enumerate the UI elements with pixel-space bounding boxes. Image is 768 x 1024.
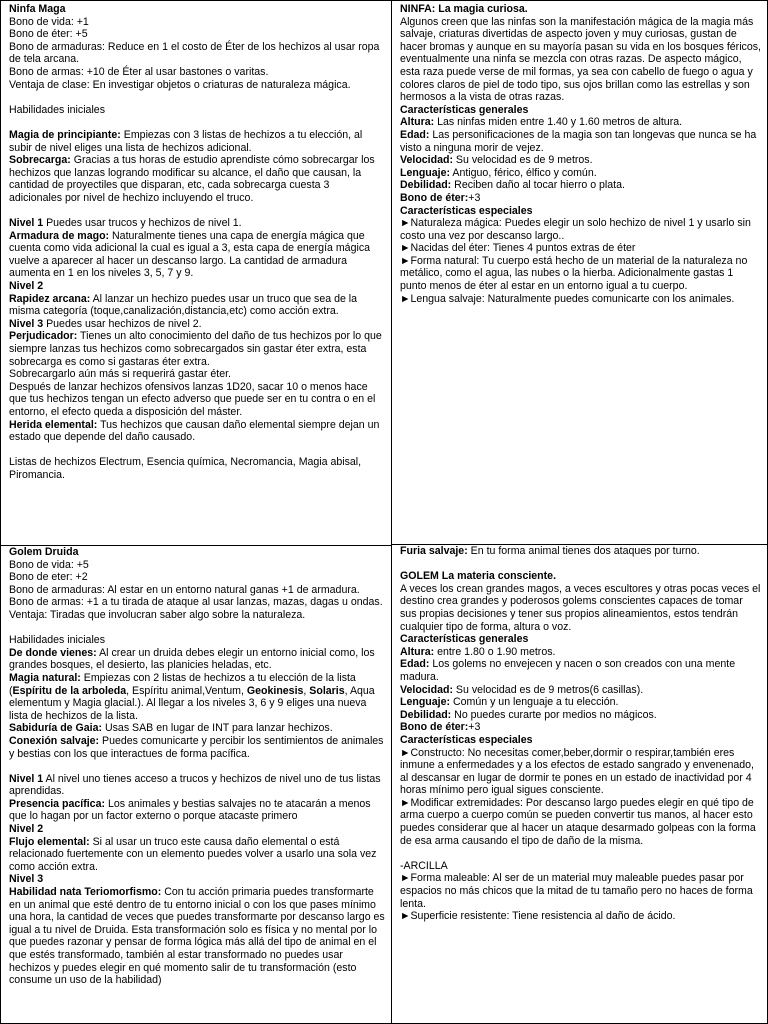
ability-name: Herida elemental: [9,418,98,431]
ability-name: De donde vienes: [9,646,97,659]
ability-paragraph [9,330,385,368]
special-trait: ►Naturaleza mágica: Puedes elegir un solo hechizo de nivel 1 y usarlo sin costo una vez por descanso largo.. [400,217,751,242]
ability-name: Flujo elemental: [9,835,90,848]
trait-text: +3 [468,721,481,734]
ability-name: Conexión salvaje: [9,734,100,747]
level-1-line [9,217,385,230]
ability-paragraph [9,886,385,987]
trait-text: Las ninfas miden entre 1.40 y 1.60 metros de altura. [434,116,683,129]
trait-line [400,167,761,180]
trait-name: Debilidad: [400,179,452,192]
ninfa-maga-stat: Bono de armaduras: Reduce en 1 el costo de Éter de los hechizos al usar ropa de tela arcana. [9,40,380,66]
ninfa-race-cell [391,0,768,545]
trait-name: Velocidad: [400,154,453,167]
level-label: Nivel 2 [9,823,44,836]
ability-text: Al crear un druida debes elegir un entorno inicial como, los grandes bosques, el desierto, las planicies heladas, etc. [9,646,375,672]
race-title: NINFA: La magia curiosa. [400,3,528,15]
section-heading: Características especiales [400,204,533,217]
ability-paragraph [9,722,385,735]
trait-name: Altura: [400,645,435,658]
level-label: Nivel 1 [9,217,44,230]
ninfa-maga-cell [0,0,391,545]
trait-line [400,658,761,683]
level-text: Al nivel uno tienes acceso a trucos y hechizos de nivel uno de tus listas aprendidas. [9,772,381,798]
ability-text: Con tu acción primaria puedes transformarte en un animal que esté dentro de tu entorno inicial o con los que pases mínimo una hora, la cantidad de veces que puedes transformarte por descanso largo es igual a tu nivel de Druida. Esta transformación solo es física y no mental por lo que puedes razonar y pensar de forma lógica más allá del tipo de animal en el que estés transformado, también al estar transformado no puedes usar hechizos y puedes elegir en qué momento salir de tu transformación (esto consume un uso de la habilidad) [9,886,385,987]
ability-text: Usas SAB en lugar de INT para lanzar hechizos. [102,722,333,735]
ability-text: Tus hechizos que causan daño elemental siempre dejan un estado que depende del daño causado. [9,418,380,444]
level-1-line [9,773,385,798]
trait-text: entre 1.80 o 1.90 metros. [434,645,556,658]
spell-list-name: Espíritu de la arboleda [12,684,127,697]
level-text: Puedes usar hechizos de nivel 2. [43,317,202,330]
trait-text: No puedes curarte por medios no mágicos. [451,708,657,721]
ability-text: Gracias a tus horas de estudio aprendiste cómo sobrecargar los hechizos que lanzas logrando modificar su alcance, el daño que causan, la cantidad de proyectiles que disparan, etc, cada sobrecarga cuesta 3 adicionales por nivel de hechizo incluyendo el truco. [9,154,375,204]
golem-druida-stat: Bono de vida: +5 [9,558,89,571]
trait-text: Antiguo, férico, élfico y común. [450,166,597,179]
race-title: GOLEM La materia consciente. [400,570,557,583]
trait-line [400,116,761,129]
trait-text: Su velocidad es de 9 metros(6 casillas). [452,683,644,696]
trait-name: Debilidad: [400,708,452,721]
trait-text: Su velocidad es de 9 metros. [452,154,593,167]
ability-text: Empiezas con 3 listas de hechizos a tu elección, al subir de nivel eliges una lista de hechizos adicional. [9,128,363,154]
ability-paragraph [9,836,385,874]
ability-text: En tu forma animal tienes dos ataques por turno. [467,545,700,557]
ability-paragraph [9,798,385,823]
trait-name: Lenguaje: [400,166,451,179]
ability-paragraph [9,735,385,760]
ability-name: Perjudicador: [9,330,78,343]
ninfa-maga-title: Ninfa Maga [9,3,66,15]
level-label: Nivel 2 [9,280,44,293]
trait-name: Bono de éter: [400,721,469,734]
level-label: Nivel 3 [9,317,44,330]
ability-name: Presencia pacífica: [9,797,105,810]
trait-text: +3 [468,191,481,204]
level-3-line [9,318,385,331]
spell-lists: Listas de hechizos Electrum, Esencia química, Necromancia, Magia abisal, Piromancia. [9,456,362,481]
ability-paragraph [9,647,385,672]
trait-name: Altura: [400,116,435,129]
section-heading: Características generales [400,103,529,116]
trait-name: Bono de éter: [400,191,469,204]
ability-paragraph [9,154,385,204]
ability-extra: Sobrecargarlo aún más si requerirá gastar éter. [9,368,231,381]
trait-name: Edad: [400,658,430,671]
golem-druida-stat: Bono de eter: +2 [9,571,88,584]
trait-line [400,696,761,709]
special-trait: ►Nacidas del éter: Tienes 4 puntos extras de éter [400,242,636,255]
ability-paragraph [400,545,761,558]
subrace-heading: -ARCILLA [400,859,448,872]
ability-paragraph [9,293,385,318]
ability-paragraph [9,129,385,154]
trait-line [400,646,761,659]
trait-line [400,179,761,192]
level-label: Nivel 1 [9,772,44,785]
ability-name: Armadura de mago: [9,229,110,242]
ninfa-maga-stat: Bono de armas: +10 de Éter al usar bastones o varitas. [9,65,269,78]
trait-name: Velocidad: [400,683,453,696]
ability-text: Naturalmente tienes una capa de energía mágica que cuenta como vida adicional la cual es igual a 3, esta capa de energía mágica vuelve a aparecer al hacer un descanso largo. La cantidad de armadura aumenta en 1 en los niveles 3, 5, 7 y 9. [9,229,371,280]
golem-druida-stat: Ventaja: Tiradas que involucran saber algo sobre la naturaleza. [9,608,306,621]
trait-text: Las personificaciones de la magia son tan longevas que nunca se ha visto a ninguna morir de vejez. [400,128,757,154]
trait-line [400,129,761,154]
trait-text: Los golems no envejecen y nacen o son creados con una mente madura. [400,658,736,683]
race-intro: Algunos creen que las ninfas son la manifestación mágica de la magia más salvaje, criaturas divertidas de aspecto joven y muy curiosas, gustan de hacer bromas y aunque en su mayoría pasan su vida en los bosques féricos, eventualmente una ninfa se mezcla con otras razas. De aspecto mágico, esta raza puede verse de mil formas, ya sea con cabello de fuego o agua y colores claros de piel de todo tipo, sus ojos brillan como las estrellas y son hermosos a la vista de otras razas. [400,15,761,104]
ability-text: Al lanzar un hechizo puedes usar un truco que sea de la misma categoría (toque,canalización,distancia,etc) como acción extra. [9,292,358,318]
ability-text: Si al usar un truco este causa daño elemental o está relacionado fuertemente con un elemento puedes volver a usarlo una sola vez como acción extra. [9,835,377,873]
ability-paragraph [9,230,385,280]
trait-line [400,154,761,167]
golem-race-cell [391,545,768,1024]
section-heading: Características generales [400,633,529,646]
ability-extra: Después de lanzar hechizos ofensivos lanzas 1D20, sacar 10 o menos hace que tus hechizos tengan un efecto adverso que puede ser en tu contra o en el entorno, el efecto queda a disposición del máster. [9,380,376,418]
golem-druida-stat: Bono de armaduras: Al estar en un entorno natural ganas +1 de armadura. [9,583,360,596]
ability-name: Rapidez arcana: [9,292,91,305]
trait-text: Común y un lenguaje a tu elección. [450,696,619,709]
ability-text: Tienes un alto conocimiento del daño de tus hechizos por lo que siempre lanzas tus hechizos como sobrecargados sin gastar éter extra, esta sobrecarga es como si gastaras éter extra. [9,330,382,368]
level-text: Puedes usar trucos y hechizos de nivel 1. [43,217,242,230]
special-trait: ►Constructo: No necesitas comer,beber,dormir o respirar,también eres inmune a enfermedades y a los efectos de estado sangrado y envenenado, al descansar en lugar de dormir te pones en un estado de inactividad por 4 horas mínimo pero igual sigues consciente. [400,746,754,797]
ninfa-maga-stat: Ventaja de clase: En investigar objetos o criaturas de naturaleza mágica. [9,78,351,91]
trait-text: Reciben daño al tocar hierro o plata. [451,179,625,192]
level-label: Nivel 3 [9,873,44,886]
special-trait: ►Forma natural: Tu cuerpo está hecho de un material de la naturaleza no metálico, como el agua, las nubes o la hierba. Adicionalmente gastas 1 punto menos de éter al estar en un entorno igual a tu cuerpo. [400,254,748,293]
spell-list-name: Geokinesis [246,684,304,697]
ability-text: Puedes comunicarte y percibir los sentimientos de animales y bestias con los que interactues de forma pacífica. [9,734,384,760]
ninfa-maga-stat: Bono de éter: +5 [9,28,88,41]
spell-list-name: Solaris [309,684,345,697]
habilidades-heading: Habilidades iniciales [9,103,105,116]
ability-name: Sobrecarga: [9,154,71,167]
ability-name: Magia natural: [9,671,81,684]
race-intro: A veces los crean grandes magos, a veces escultores y otras pocas veces el destino crea grandes y poderosos golems conscientes capaces de tomar sus propias decisiones y tener sus propios alineamientos, estos tendrán cualquier tipo de forma, altura o voz. [400,582,761,633]
trait-line [400,192,761,205]
golem-druida-stat: Bono de armas: +1 a tu tirada de ataque al usar lanzas, mazas, dagas u ondas. [9,596,383,609]
golem-druida-cell [0,545,391,1024]
trait-line [400,721,761,734]
trait-line [400,709,761,722]
ability-name: Habilidad nata Teriomorfismo: [9,886,162,899]
special-trait: ►Modificar extremidades: Por descanso largo puedes elegir en qué tipo de arma cuerpo a cuerpo común se pueden convertir tus manos, al hacer esto puedes considerar que al hacer un ataque desarmado golpeas con la forma de esa arma causando el tipo de daño de la misma. [400,796,756,847]
ability-name: Magia de principiante: [9,128,121,141]
trait-name: Lenguaje: [400,696,451,709]
special-trait: ►Forma maleable: Al ser de un material muy maleable puedes pasar por espacios no más chicos que la mitad de tu tamaño pero no haces de forma lenta. [400,872,753,910]
ability-paragraph [9,419,385,444]
ability-paragraph: Magia natural: Empiezas con 2 listas de hechizos a tu elección de la lista (Espíritu de la arboleda, Espíritu animal,Ventum, Geokinesis, Solaris, Aqua elementum y Magia glacial.). Al llegar a los niveles 3, 6 y 9 eliges una nueva lista de hechizos de la lista. [9,671,375,722]
trait-name: Edad: [400,128,430,141]
ninfa-maga-stat: Bono de vida: +1 [9,15,89,28]
ability-name: Furia salvaje: [400,545,468,557]
special-trait: ►Lengua salvaje: Naturalmente puedes comunicarte con los animales. [400,292,735,305]
golem-druida-title: Golem Druida [9,546,79,558]
ability-name: Sabiduría de Gaia: [9,722,103,735]
ability-text: Los animales y bestias salvajes no te atacarán a menos que lo hagan por un factor externo o porque atacaste primero [9,797,371,823]
habilidades-heading: Habilidades iniciales [9,634,105,647]
section-heading: Características especiales [400,733,533,746]
special-trait: ►Superficie resistente: Tiene resistencia al daño de ácido. [400,910,676,923]
trait-line [400,684,761,697]
